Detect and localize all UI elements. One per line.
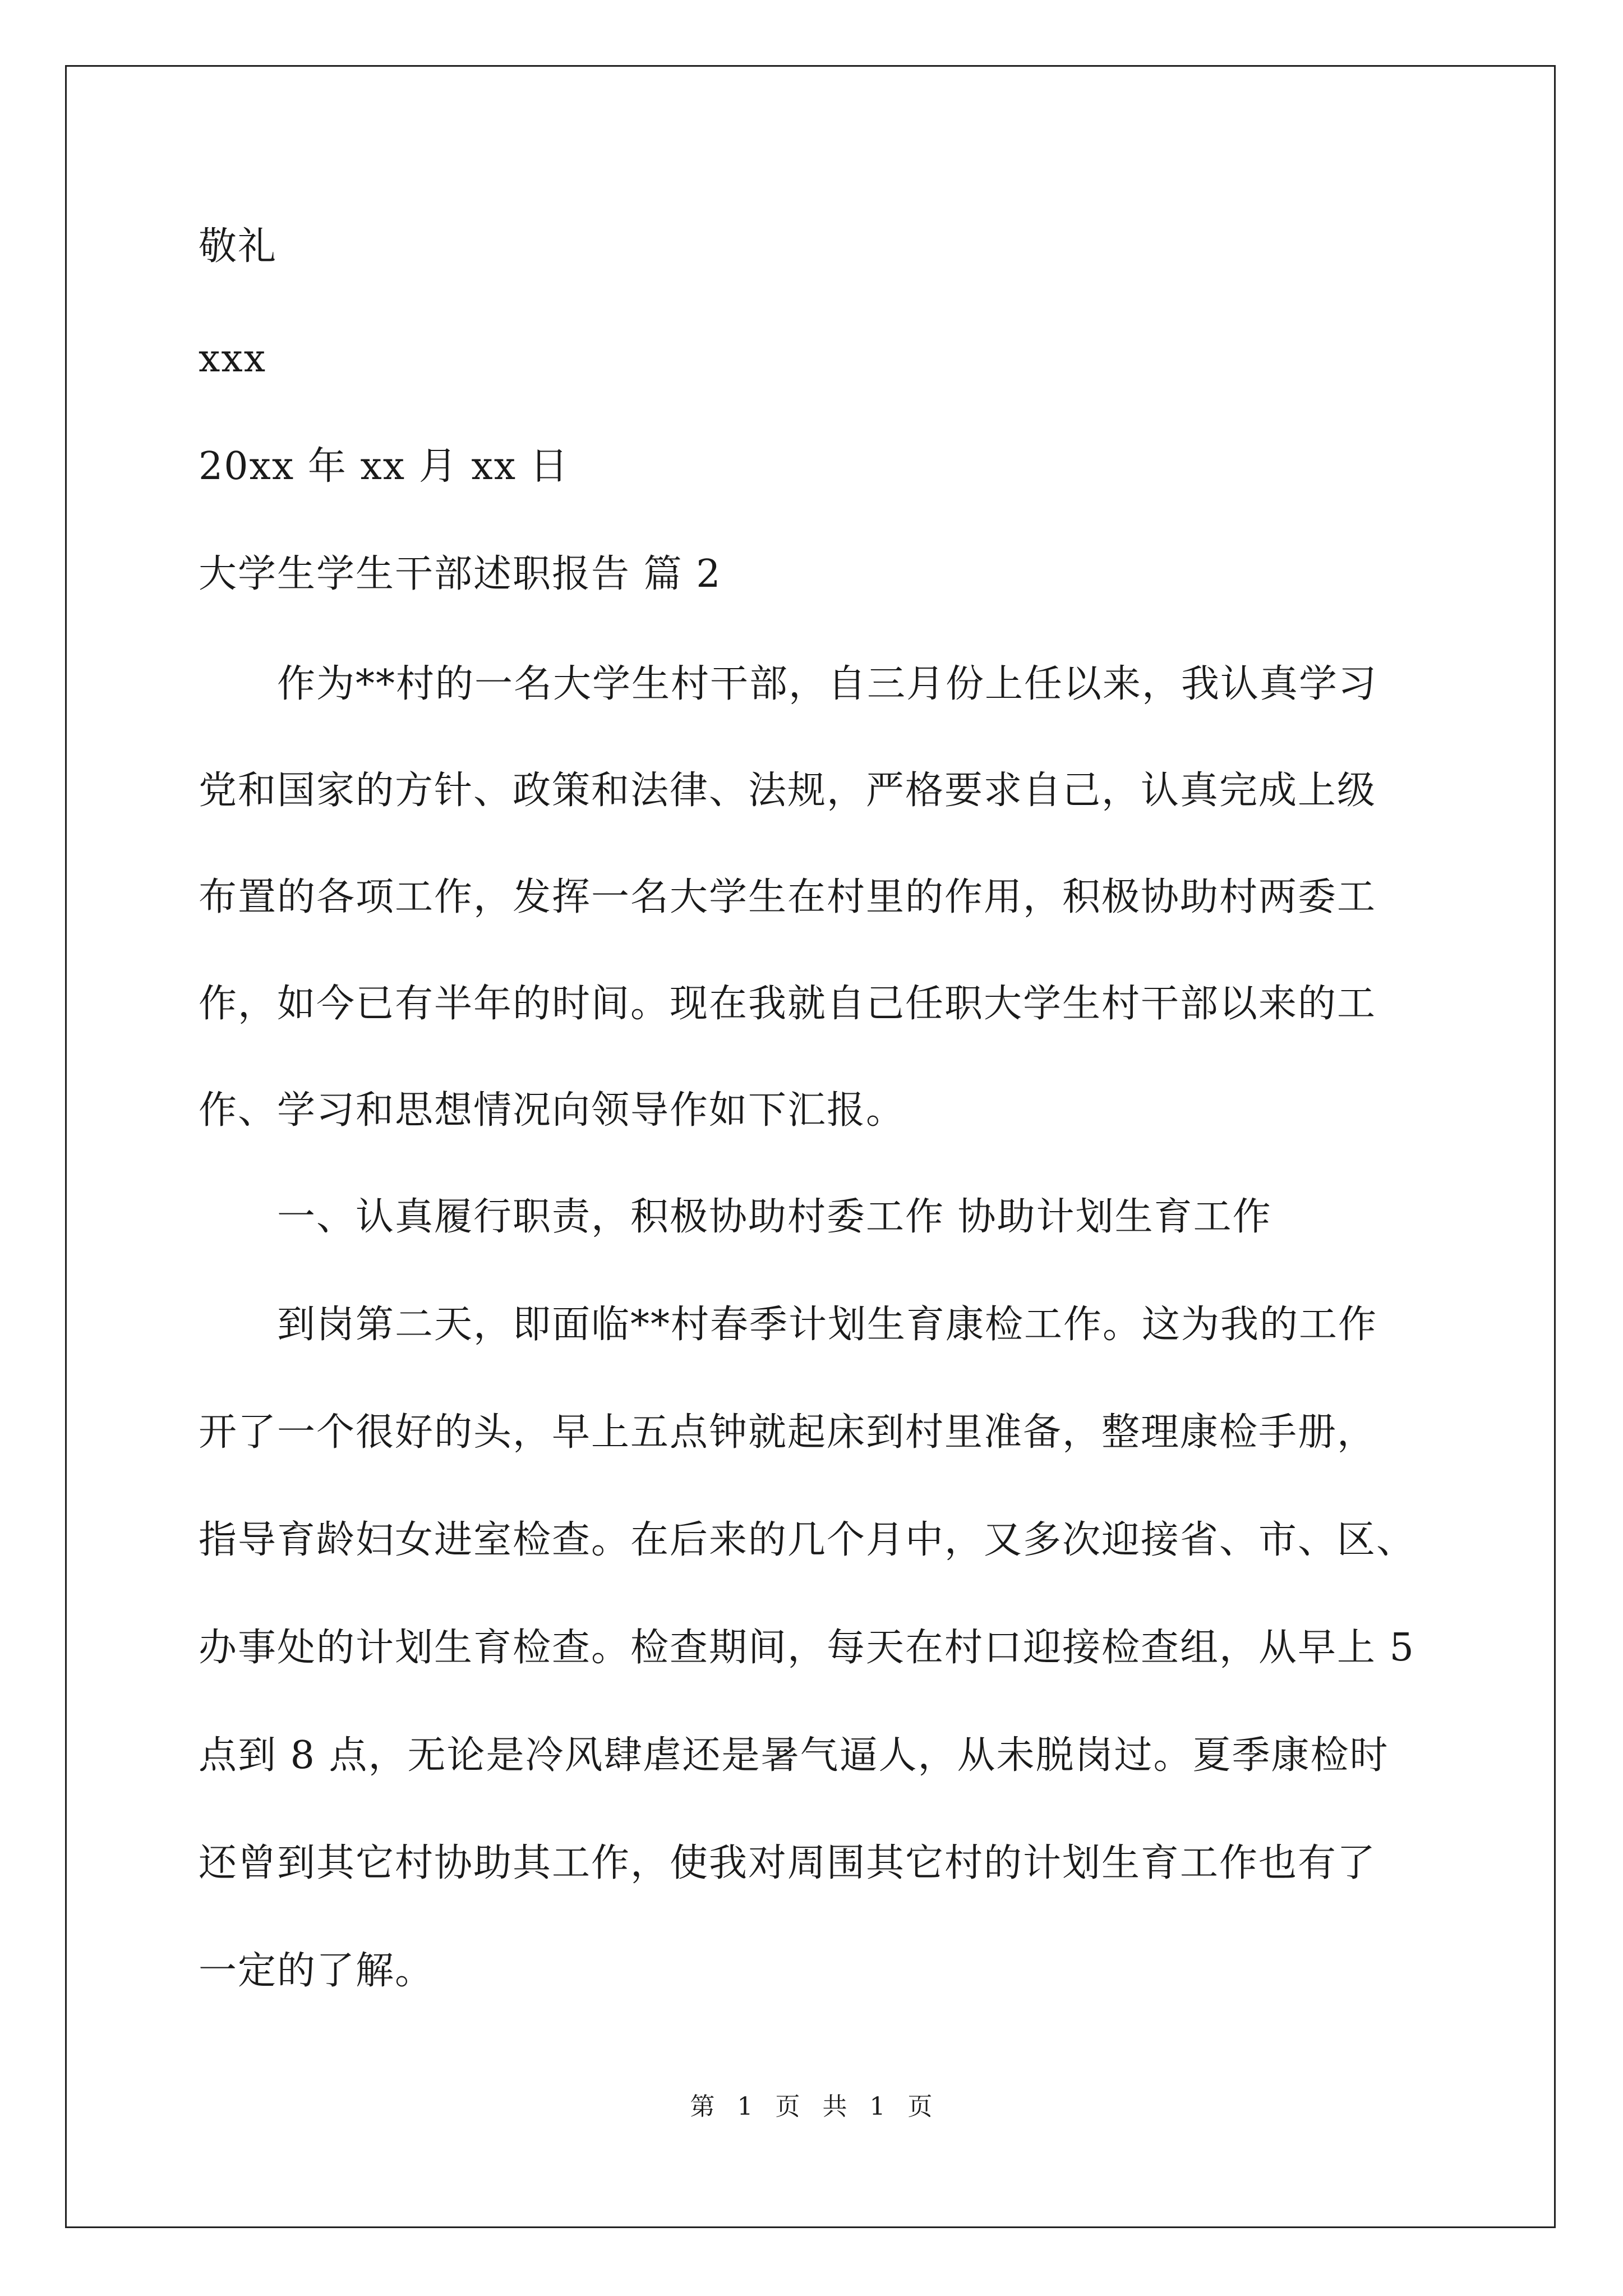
page-border xyxy=(65,65,1556,2228)
paragraph-2-line: 到岗第二天，即面临**村春季计划生育康检工作。这为我的工作 xyxy=(277,1303,1378,1347)
paragraph-2-line: 开了一个很好的头，早上五点钟就起床到村里准备，整理康检手册， xyxy=(199,1410,1377,1455)
paragraph-1-line: 作、学习和思想情况向领导作如下汇报。 xyxy=(199,1088,906,1133)
paragraph-2-line: 办事处的计划生育检查。检查期间，每天在村口迎接检查组，从早上 5 xyxy=(199,1626,1415,1670)
paragraph-1-line: 布置的各项工作，发挥一名大学生在村里的作用，积极协助村两委工 xyxy=(199,875,1377,919)
paragraph-1-line: 党和国家的方针、政策和法律、法规，严格要求自己，认真完成上级 xyxy=(199,769,1377,813)
paragraph-2-line: 点到 8 点，无论是冷风肆虐还是暑气逼人，从未脱岗过。夏季康检时 xyxy=(199,1733,1389,1778)
section-title: 大学生学生干部述职报告 篇 2 xyxy=(199,552,722,596)
closing-signature: xxx xyxy=(199,337,267,381)
paragraph-2-line: 指导育龄妇女进室检查。在后来的几个月中，又多次迎接省、市、区、 xyxy=(199,1518,1416,1562)
heading-1: 一、认真履行职责，积极协助村委工作 协助计划生育工作 xyxy=(277,1195,1272,1239)
paragraph-1-line: 作，如今已有半年的时间。现在我就自己任职大学生村干部以来的工 xyxy=(199,982,1377,1026)
page-footer: 第 1 页 共 1 页 xyxy=(690,2092,933,2121)
closing-date: 20xx 年 xx 月 xx 日 xyxy=(199,444,569,489)
closing-salutation: 敬礼 xyxy=(199,224,278,269)
paragraph-2-line: 一定的了解。 xyxy=(199,1949,435,1993)
paragraph-1-line: 作为**村的一名大学生村干部，自三月份上任以来，我认真学习 xyxy=(277,662,1378,706)
paragraph-2-line: 还曾到其它村协助其工作，使我对周围其它村的计划生育工作也有了 xyxy=(199,1841,1377,1885)
